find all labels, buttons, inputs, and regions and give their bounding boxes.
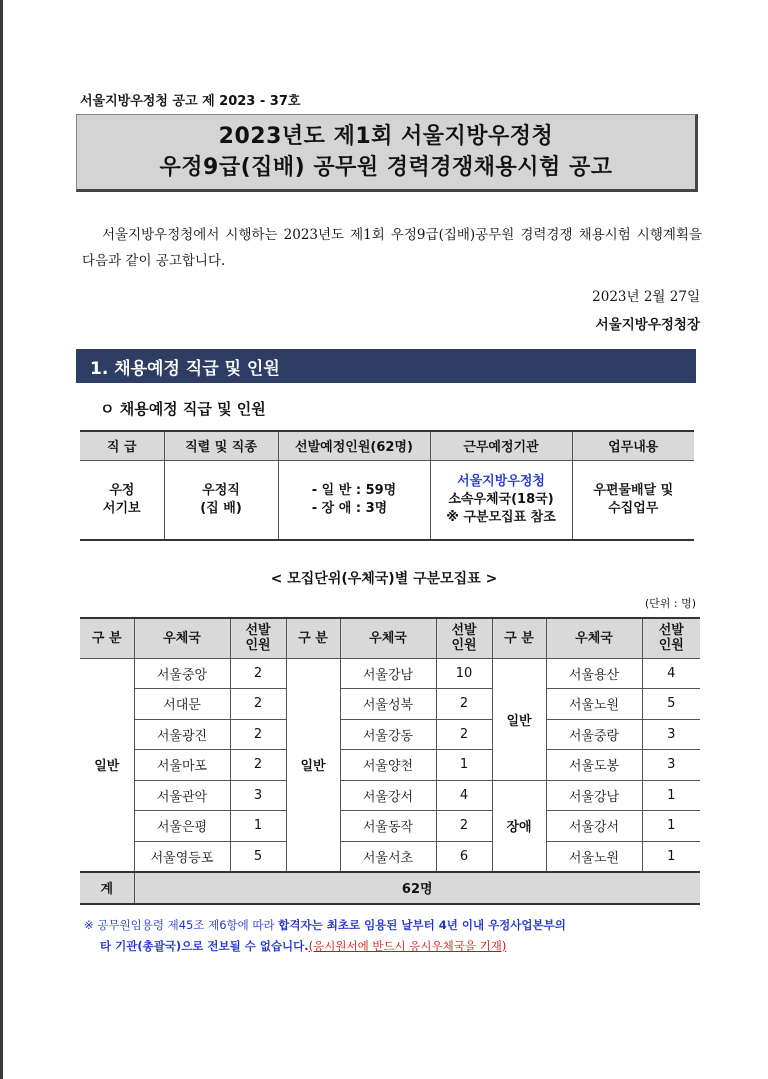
header-series: 직렬 및 직종 [164,431,278,460]
recruit-count-cell [278,460,430,540]
footnote-bold2: 타 기관(총괄국)으로 전보될 수 없습니다. [100,939,309,953]
positions-table [80,430,694,541]
table-row: 서울광진 2 서울강동 2 서울중랑 3 [80,719,700,750]
positions-row [80,460,694,540]
intro-paragraph: 서울지방우정청에서 시행하는 2023년도 제1회 우정9급(집배)공무원 경력경쟁 채용시험 시행계획을 다음과 같이 공고합니다. [82,227,702,269]
group3-disabled-label: 장애 [492,780,546,872]
footnote-red: (응시원서에 반드시 응시우체국을 기재) [308,939,507,953]
unit-label: (단위 : 명) [644,597,696,610]
title-box [76,114,698,192]
recruit-table-title: < 모집단위(우체국)별 구분모집표 > [270,571,498,587]
notice-number: 서울지방우정청 공고 제 2023 - 37호 [80,94,301,109]
section1-header [76,349,696,383]
grade-cell: 우정 서기보 [80,460,164,540]
group1-label: 일반 [80,658,134,872]
table-row: 서대문 2 서울성북 2 서울노원 5 [80,689,700,720]
footnote [84,915,704,957]
issuer-name: 서울지방우정청장 [595,317,700,333]
table-row: 서울영등포 5 서울서초 6 서울노원 1 [80,841,700,872]
header-grade: 직 급 [80,431,164,460]
recruit-disabled: - 장 애 : 3명 [311,500,388,516]
total-label: 계 [80,872,134,904]
header-agency: 근무예정기관 [430,431,572,460]
title-line2: 우정9급(집배) 공무원 경력경쟁채용시험 공고 [159,155,613,180]
group3-general-label: 일반 [492,658,546,780]
section1-title: 1. 채용예정 직급 및 인원 [90,358,280,379]
total-value: 62명 [134,872,700,904]
announcement-date: 2023년 2월 27일 [592,289,700,305]
footnote-normal: 공무원임용령 제45조 제6항에 따라 [97,918,275,932]
agency-cell: 서울지방우정청 소속우체국(18국) ※ 구분모집표 참조 [430,460,572,540]
table-row: 서울은평 1 서울동작 2 서울강서 1 [80,811,700,842]
footnote-bold1: 합격자는 최초로 임용된 날부터 4년 이내 우정사업본부의 [278,918,566,932]
footnote-mark: ※ [84,918,94,932]
table-row: 일반 서울중앙 2 일반 서울강남 10 일반 서울용산 4 [80,658,700,689]
total-row [80,872,700,904]
group2-label: 일반 [286,658,340,872]
duty-cell: 우편물배달 및 수집업무 [572,460,694,540]
series-cell: 우정직 (집 배) [164,460,278,540]
agency-name: 서울지방우정청 [457,473,545,489]
recruit-by-office-table [80,617,700,905]
recruit-general: - 일 반 : 59명 [311,482,397,498]
section1-subtitle: ㅇ 채용예정 직급 및 인원 [100,400,266,418]
positions-header-row [80,431,694,460]
header-duty: 업무내용 [572,431,694,460]
title-line1: 2023년도 제1회 서울지방우정청 [218,124,554,149]
recruit-header-row: 구 분 우체국 선발 인원 구 분 우체국 선발 인원 구 분 우체국 선발 인원 [80,618,700,658]
table-row: 서울마포 2 서울양천 1 서울도봉 3 [80,750,700,781]
header-recruit-count: 선발예정인원(62명) [278,431,430,460]
table-row: 서울관악 3 서울강서 4 장애 서울강남 1 [80,780,700,811]
